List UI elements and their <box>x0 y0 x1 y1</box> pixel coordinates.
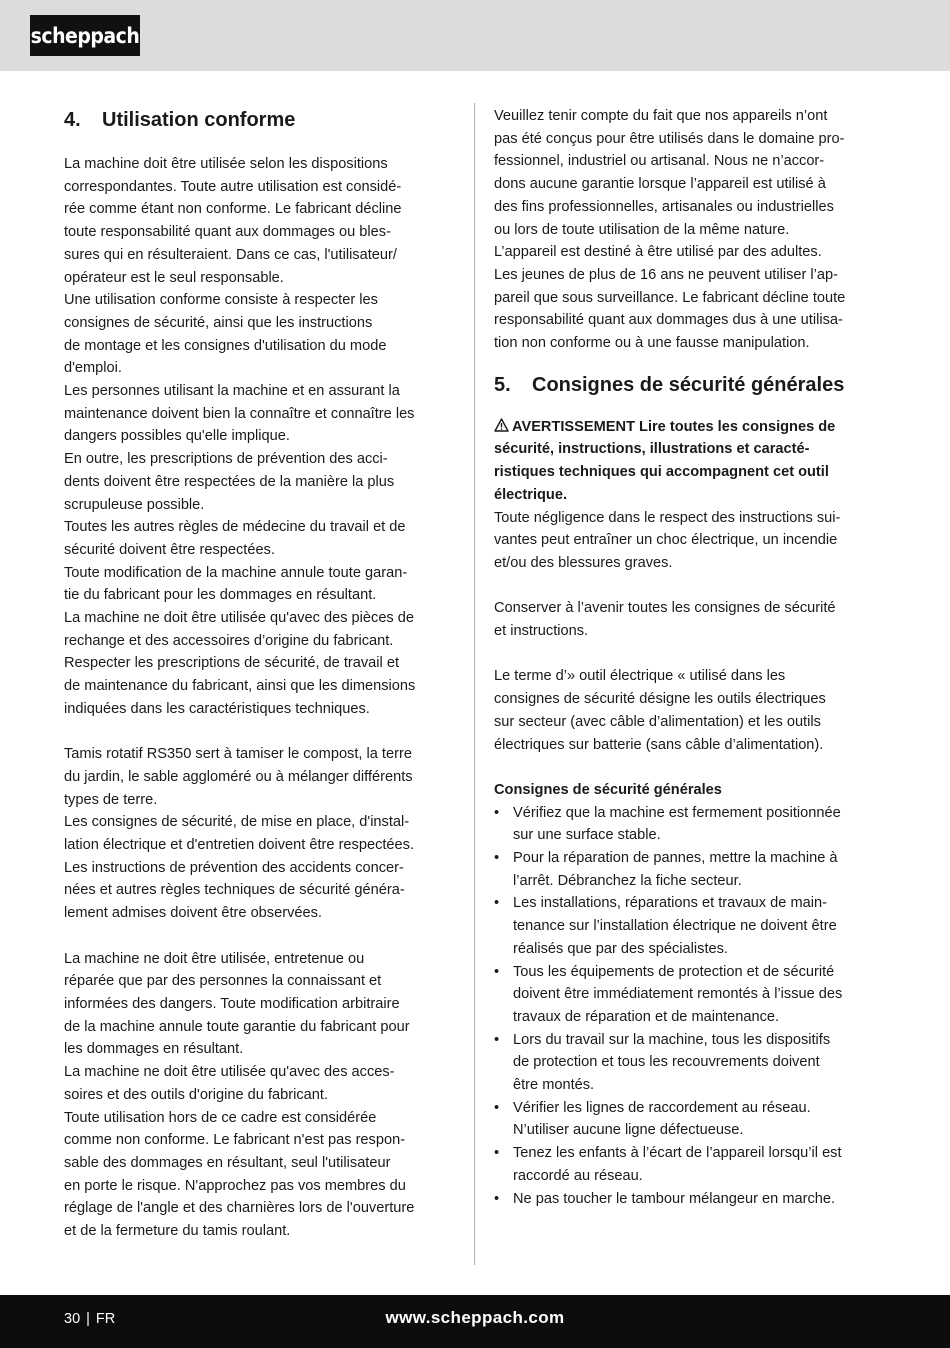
text-line: responsabilité quant aux dommages dus à une utilisa- <box>494 312 843 329</box>
text-line: La machine ne doit être utilisée, entretenue ou <box>64 950 365 967</box>
text-line: et instructions. <box>494 623 589 640</box>
warning-block <box>494 416 892 507</box>
bullet-text: de protection et tous les recouvrements doivent <box>513 1054 820 1071</box>
section-title: Utilisation conforme <box>102 109 296 131</box>
text-line: consignes de sécurité, ainsi que les instructions <box>64 314 373 331</box>
bullet-text: l’arrêt. Débranchez la fiche secteur. <box>513 872 742 889</box>
text-line: La machine doit être utilisée selon les dispositions <box>64 156 388 172</box>
text-line: tie du fabricant pour les dommages en résultant. <box>64 587 377 604</box>
text-line: dangers possibles qu'elle implique. <box>64 428 290 445</box>
text-line: Veuillez tenir compte du fait que nos appareils n’ont <box>494 108 828 124</box>
text-line: rechange et des accessoires d’origine du fabricant. <box>64 632 394 649</box>
text-line: Une utilisation conforme consiste à respecter les <box>64 292 378 309</box>
text-line: tion non conforme ou à une fausse manipulation. <box>494 335 810 352</box>
text-line: sable des dommages en résultant, seul l'utilisateur <box>64 1154 391 1171</box>
text-line: rée comme étant non conforme. Le fabricant décline <box>64 201 402 218</box>
bullet-line <box>494 1029 892 1052</box>
text-line: scrupuleuse possible. <box>64 496 205 513</box>
text-line: pas été conçus pour être utilisés dans le domaine pro- <box>494 130 845 147</box>
section-number: 4. <box>64 109 81 131</box>
bullet-text: réalisés que par des spécialistes. <box>513 940 728 957</box>
bullet-text: Vérifier les lignes de raccordement au réseau. <box>513 1099 811 1116</box>
warning-triangle-icon <box>494 416 512 439</box>
bullet-line <box>494 1142 892 1165</box>
bullet-marker: • <box>494 1190 500 1207</box>
text-line: lation électrique et d'entretien doivent être respectées. <box>64 837 415 854</box>
left-column <box>64 105 462 1243</box>
right-column <box>494 105 892 1210</box>
text-line: dents doivent être respectées de la manière la plus <box>64 473 395 490</box>
bullet-text: Tenez les enfants à l’écart de l’appareil lorsqu’il est <box>513 1145 842 1162</box>
text-line: Conserver à l’avenir toutes les consignes de sécurité <box>494 600 836 617</box>
text-line: de la machine annule toute garantie du fabricant pour <box>64 1018 410 1035</box>
text-line: Les consignes de sécurité, de mise en place, d'instal- <box>64 814 410 831</box>
bullet-text: N’utiliser aucune ligne défectueuse. <box>513 1122 744 1139</box>
text-line: du jardin, le sable aggloméré ou à mélanger différents <box>64 768 413 785</box>
bullet-text: Vérifiez que la machine est fermement positionnée <box>513 804 841 821</box>
page-footer <box>0 1295 950 1348</box>
text-line: consignes de sécurité désigne les outils électriques <box>494 691 826 708</box>
warning-line: électrique. <box>494 486 567 503</box>
text-line: ou lors de toute utilisation de la même nature. <box>494 221 790 238</box>
text-line: types de terre. <box>64 791 158 808</box>
warning-text: AVERTISSEMENT Lire toutes les consignes de <box>512 418 836 435</box>
text-line: fessionnel, industriel ou artisanal. Nous ne n’accor- <box>494 153 825 170</box>
scheppach-logo: scheppach <box>30 15 140 56</box>
section-number: 5. <box>494 373 511 396</box>
safety-bullet-list <box>494 802 892 1211</box>
text-line: de maintenance du fabricant, ainsi que les dimensions <box>64 678 416 695</box>
text-line: Respecter les prescriptions de sécurité, de travail et <box>64 655 400 672</box>
bullet-item <box>494 892 892 960</box>
bullet-marker: • <box>494 895 500 912</box>
bullet-item <box>494 802 892 847</box>
text-line: en porte le risque. N'approchez pas vos membres du <box>64 1177 406 1194</box>
blank-line <box>494 575 892 598</box>
text-line: toute responsabilité quant aux dommages ou bles- <box>64 224 391 241</box>
text-line: L’appareil est destiné à être utilisé par des adultes. <box>494 244 822 261</box>
text-line: de montage et les consignes d'utilisation du mode <box>64 337 387 354</box>
usage-notice-body <box>494 105 892 355</box>
text-line: pareil que sous surveillance. Le fabricant décline toute <box>494 289 846 306</box>
column-divider <box>474 103 475 1265</box>
text-line: En outre, les prescriptions de prévention des acci- <box>64 451 388 468</box>
bullet-line <box>494 802 892 825</box>
bullet-item <box>494 1188 892 1211</box>
bullet-marker: • <box>494 1099 500 1116</box>
text-line: réglage de l'angle et des charnières lors de l'ouverture <box>64 1200 415 1217</box>
text-line: soires et des outils d'origine du fabricant. <box>64 1086 328 1103</box>
text-line: opérateur est le seul responsable. <box>64 269 284 286</box>
section-title: Consignes de sécurité générales <box>532 373 845 396</box>
bullet-text: raccordé au réseau. <box>513 1167 643 1184</box>
website-link[interactable]: www.scheppach.com <box>385 1308 565 1327</box>
warning-line: ristiques techniques qui accompagnent cet outil <box>494 464 829 481</box>
bullet-line <box>494 847 892 870</box>
bullet-text: Ne pas toucher le tambour mélangeur en marche. <box>513 1190 836 1207</box>
text-line: Le terme d’» outil électrique « utilisé dans les <box>494 668 786 685</box>
bullet-text: Pour la réparation de pannes, mettre la machine à <box>513 850 838 867</box>
bullet-text: travaux de réparation et de maintenance. <box>513 1008 780 1025</box>
text-line: sur secteur (avec câble d’alimentation) et les outils <box>494 713 821 730</box>
text-line: vantes peut entraîner un choc électrique, un incendie <box>494 532 838 549</box>
bullet-line <box>494 824 892 847</box>
text-line: Toute utilisation hors de ce cadre est considérée <box>64 1109 377 1126</box>
text-line: informées des dangers. Toute modification arbitraire <box>64 995 400 1012</box>
bullet-marker: • <box>494 804 500 821</box>
text-line: Les jeunes de plus de 16 ans ne peuvent utiliser l’ap- <box>494 266 838 283</box>
general-safety-subheading: Consignes de sécurité générales <box>494 781 722 798</box>
bullet-item <box>494 1097 892 1142</box>
section-4-body <box>64 153 462 1243</box>
section-5-heading <box>494 371 892 399</box>
text-line: correspondantes. Toute autre utilisation est considé- <box>64 178 402 195</box>
bullet-line <box>494 915 892 938</box>
footer-separator: | <box>86 1311 90 1327</box>
warning-line: sécurité, instructions, illustrations et caracté- <box>494 441 810 458</box>
bullet-line <box>494 1006 892 1029</box>
bullet-text: tenance sur l’installation électrique ne doivent être <box>513 918 837 935</box>
page-number: 30 <box>64 1311 81 1327</box>
bullet-item <box>494 961 892 1029</box>
bullet-line <box>494 938 892 961</box>
bullet-marker: • <box>494 850 500 867</box>
text-line: sures qui en résulteraient. Dans ce cas, l'utilisateur/ <box>64 246 397 263</box>
text-line: La machine ne doit être utilisée qu'avec des pièces de <box>64 610 415 627</box>
bullet-line <box>494 870 892 893</box>
section-4-heading <box>64 106 462 134</box>
bullet-line <box>494 1097 892 1120</box>
text-line: réparée que par des personnes la connaissant et <box>64 973 382 990</box>
language-code: FR <box>95 1311 116 1327</box>
text-line: des fins professionnelles, artisanales ou industrielles <box>494 198 834 215</box>
bullet-item <box>494 1142 892 1187</box>
bullet-line <box>494 1051 892 1074</box>
blank-line <box>64 721 462 744</box>
bullet-line <box>494 1188 892 1211</box>
blank-line <box>494 643 892 666</box>
bullet-text: doivent être immédiatement remontés à l’issue des <box>513 986 843 1003</box>
bullet-line <box>494 1165 892 1188</box>
text-line: Les personnes utilisant la machine et en assurant la <box>64 383 400 400</box>
text-line: indiquées dans les caractéristiques techniques. <box>64 700 370 717</box>
text-line: et de la fermeture du tamis roulant. <box>64 1223 291 1240</box>
bullet-line <box>494 1119 892 1142</box>
section-5-body <box>494 507 892 779</box>
warning-line <box>494 416 892 439</box>
text-line: comme non conforme. Le fabricant n'est pas respon- <box>64 1132 406 1149</box>
text-line: les dommages en résultant. <box>64 1041 244 1058</box>
text-line: La machine ne doit être utilisée qu'avec des acces- <box>64 1064 395 1081</box>
bullet-line <box>494 1074 892 1097</box>
text-line: sécurité doivent être respectées. <box>64 541 275 558</box>
text-line: Toute négligence dans le respect des instructions sui- <box>494 509 841 526</box>
bullet-text: Lors du travail sur la machine, tous les dispositifs <box>513 1031 831 1048</box>
bullet-line <box>494 892 892 915</box>
bullet-line <box>494 983 892 1006</box>
bullet-line <box>494 961 892 984</box>
bullet-text: sur une surface stable. <box>513 827 661 844</box>
bullet-text: être montés. <box>513 1077 595 1094</box>
bullet-marker: • <box>494 1031 500 1048</box>
bullet-item <box>494 1029 892 1097</box>
text-line: Toute modification de la machine annule toute garan- <box>64 564 408 581</box>
text-line: et/ou des blessures graves. <box>494 554 673 571</box>
bullet-marker: • <box>494 1145 500 1162</box>
text-line: lement admises doivent être observées. <box>64 905 322 922</box>
text-line: Tamis rotatif RS350 sert à tamiser le compost, la terre <box>64 746 412 763</box>
page-header <box>0 0 950 71</box>
bullet-text: Les installations, réparations et travaux de main- <box>513 895 827 912</box>
text-line: dons aucune garantie lorsque l’appareil est utilisé à <box>494 176 826 193</box>
text-line: électriques sur batterie (sans câble d’alimentation). <box>494 736 824 753</box>
blank-line <box>494 756 892 779</box>
text-line: Les instructions de prévention des accidents concer- <box>64 859 404 876</box>
text-line: Toutes les autres règles de médecine du travail et de <box>64 519 406 536</box>
text-line: d'emploi. <box>64 360 122 377</box>
text-line: nées et autres règles techniques de sécurité généra- <box>64 882 405 899</box>
bullet-item <box>494 847 892 892</box>
text-line: maintenance doivent bien la connaître et connaître les <box>64 405 415 422</box>
bullet-marker: • <box>494 963 500 980</box>
bullet-text: Tous les équipements de protection et de sécurité <box>513 963 835 980</box>
blank-line <box>64 925 462 948</box>
